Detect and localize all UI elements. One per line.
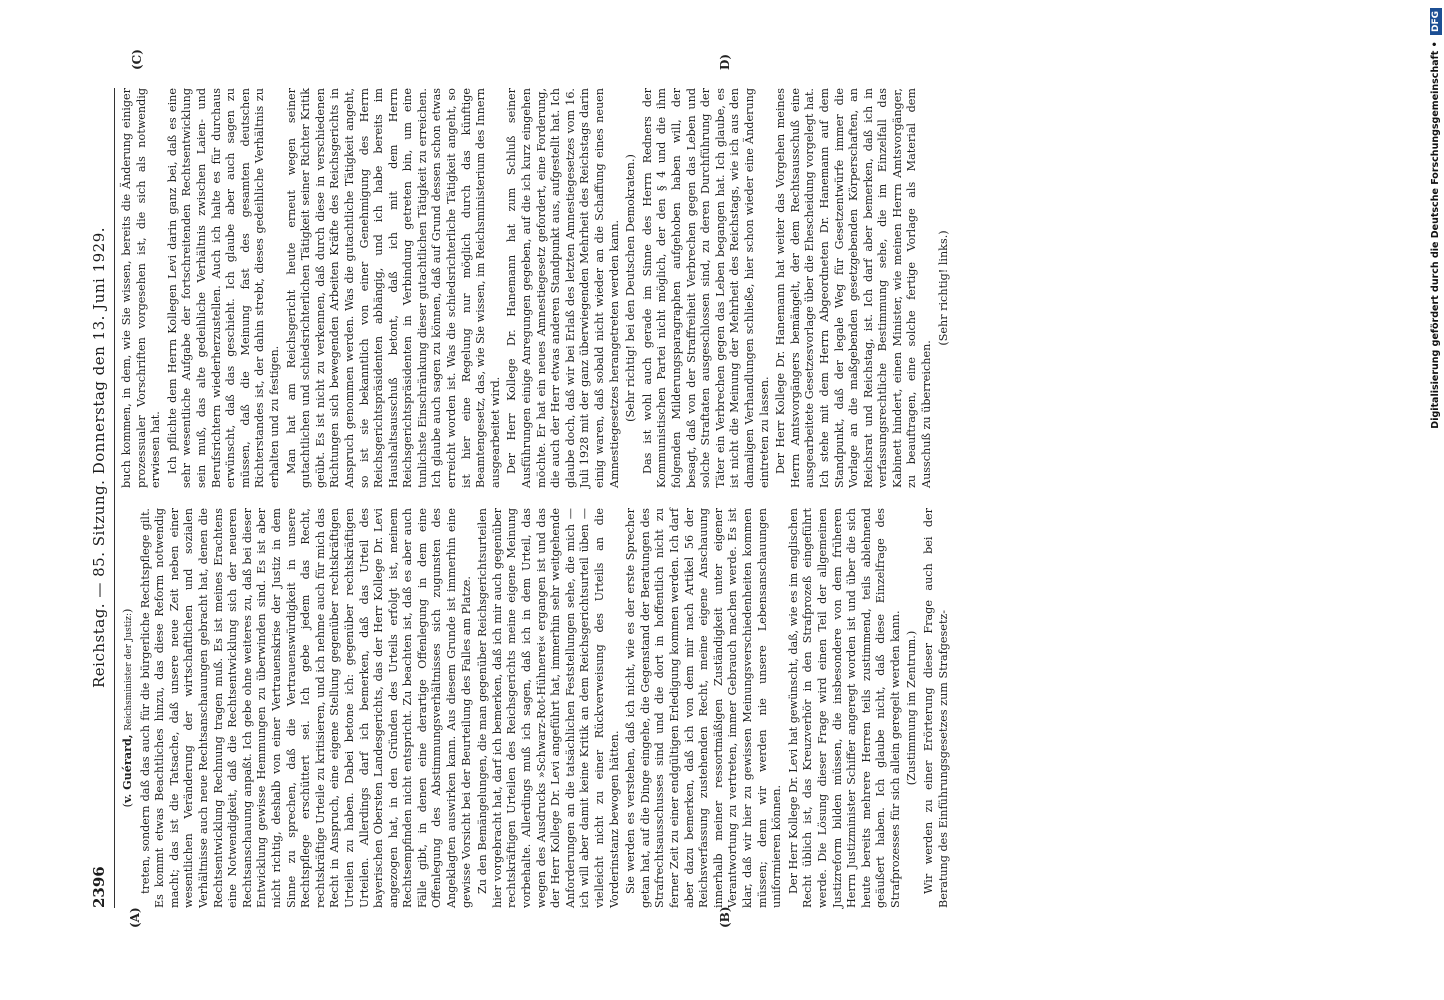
speaker-line: (v. Guérard, Reichsminister der Justiz:)	[120, 608, 134, 808]
digitization-note: Digitalisierung gefördert durch die Deutsche Forschungsgemeinschaft •	[1430, 41, 1441, 429]
margin-mark-a: (A)	[128, 907, 142, 928]
paragraph: Der Herr Kollege Dr. Hanemann hat weiter das Vorgehen meines Herrn Amtsvorgängers bemängelt, der dem Rechtsausschuß eine ausgearbeitete Gesetzesvorlage über die Ehescheidung vorgelegt hat. Ich stehe mit dem Herrn Abgeordneten Dr. Hanemann auf dem Standpunkt, daß der legale Weg für Gesetzentwürfe immer die Vorlage an die maßgebenden gesetzgebenden Körperschaften, an Reichsrat und Reichstag, ist. Ich darf aber bemerken, daß ich in verfassungsrechtliche Bestimmung sehe, die im Einzelfall das Kabinett hindert, einen Minister, wie meinen Herrn Amtsvorgänger, zu beauftragen, eine solche fertige Vorlage als Material dem Ausschuß zu überreichen.	[774, 88, 934, 488]
running-title: Reichstag. — 85. Sitzung. Donnerstag den 13. Juni 1929.	[90, 226, 108, 688]
digitization-credit	[1412, 8, 1441, 992]
paragraph: treten, sondern daß das auch für die bürgerliche Rechtspflege gilt. Es kommt etwas Beachtliches hinzu, das diese Reform notwendig macht; das ist die Tatsache, daß unsere neue Zeit neben einer wesentlichen Veränderung der wirtschaftlichen und sozialen Verhältnisse auch neue Rechtsanschauungen gebracht hat, denen die Rechtsentwicklung Rechnung tragen muß. Es ist meines Erachtens eine Notwendigkeit, daß die Rechtsentwicklung sich der neueren Rechtsanschauung anpaßt. Ich gebe ohne weiteres zu, daß bei dieser Entwicklung gewisse Hemmungen zu überwinden sind. Es ist aber nicht richtig, deshalb von einer Vertrauenskrise der Justiz in dem Sinne zu sprechen, daß die Vertrauenswürdigkeit in unsere Rechtspflege erschüttert sei. Ich gebe jedem das Recht, rechtskräftige Urteile zu kritisieren, und ich nehme auch für mich das Recht in Anspruch, eine eigene Stellung gegenüber rechtskräftigen Urteilen zu haben. Dabei betone ich: gegenüber rechtskräftigen Urteilen. Allerdings darf ich bemerken, daß das Urteil des bayerischen Obersten Landesgerichts, das der Herr Kollege Dr. Levi angezogen hat, in den Gründen des Urteils erfolgt ist, meinem Rechtsempfinden nicht entspricht. Zu beachten ist, daß es aber auch Fälle gibt, in denen eine derartige Offenlegung in dem eine Offenlegung des Abstimmungsverhältnisses sich zugunsten des Angeklagten auswirken kann. Aus diesem Grunde ist immerhin eine gewisse Vorsicht bei der Beurteilung des Falles am Platze.	[138, 508, 473, 908]
page-header	[88, 88, 116, 908]
margin-mark-c: (C)	[130, 49, 144, 70]
paragraph: Der Herr Kollege Dr. Hanemann hat zum Schluß seiner Ausführungen einige Anregungen gegeben, auf die ich kurz eingehen möchte. Er hat ein neues Amnestiegesetz gefordert, eine Forderung, die auch der Herr etwas anderen Standpunkt aus, aufgestellt hat. Ich glaube doch, daß wir bei Erlaß des letzten Amnestiegesetzes vom 16. Juli 1928 mit der ganz überwiegenden Mehrheit des Reichstags darin einig waren, daß sobald nicht wieder an die Schaffung eines neuen Amnestiegesetzes herangetreten werden kann.	[505, 88, 621, 488]
dfg-logo: DFG	[1430, 8, 1442, 35]
paragraph: buch kommen, in dem, wie Sie wissen, bereits die Änderung einiger prozessualer Vorschriften vorgesehen ist, die sich als notwendig erwiesen hat.	[120, 88, 163, 488]
paragraph: Zu den Bemängelungen, die man gegenüber Reichsgerichtsurteilen hier vorgebracht hat, darf ich bemerken, daß ich mir auch gegenüber rechtskräftigen Urteilen des Reichsgerichts meine eigene Meinung vorbehalte. Allerdings muß ich sagen, daß ich in dem Urteil, das wegen des Ausdrucks »Schwarz-Rot-Hühnerei« ergangen ist und das der Herr Kollege Dr. Levi angeführt hat, immerhin sehr weitgehende Anforderungen an die tatsächlichen Feststellungen sehe, die mich — ich will aber damit keine Kritik an dem Reichsgerichtsurteil üben — vielleicht nicht zu einer Rückverweisung des Urteils an die Vorderinstanz bewogen hätten.	[476, 508, 621, 908]
paragraph: Sie werden es verstehen, daß ich nicht, wie es der erste Sprecher getan hat, auf die Dinge eingehe, die Gegenstand der Beratungen des Strafrechtsausschusses sind und die dort in hoffentlich nicht zu ferner Zeit zu einer endgültigen Erledigung kommen werden. Ich darf aber dazu bemerken, daß ich von dem mir nach Artikel 56 der Reichsverfassung zustehenden Recht, meine eigene Anschauung innerhalb meiner ressortmäßigen Zuständigkeit unter eigener Verantwortung zu vertreten, immer Gebrauch machen werde. Es ist klar, daß wir hier zu gewissen Meinungsverschiedenheiten kommen müssen; denn wir werden nie unsere Lebensanschauungen uniformieren können.	[624, 508, 784, 908]
paragraph: Man hat am Reichsgericht heute erneut wegen seiner gutachtlichen und schiedsrichterlichen Tätigkeit seiner Richter Kritik geübt. Es ist nicht zu verkennen, daß durch diese in verschiedenen Richtungen sich bewegenden Arbeiten Kräfte des Reichsgerichts in Anspruch genommen werden. Was die gutachtliche Tätigkeit angeht, so ist sie bekanntlich von einer Genehmigung des Herrn Reichsgerichtspräsidenten abhängig, und ich habe bereits im Haushaltsausschuß betont, daß ich mit dem Herrn Reichsgerichtspräsidenten in Verbindung getreten bin, um eine tunlichste Einschränkung dieser gutachtlichen Tätigkeit zu erreichen. Ich glaube auch sagen zu können, daß auf Grund dessen schon etwas erreicht worden ist. Was die schiedsrichterliche Tätigkeit angeht, so ist hier eine Regelung nur möglich durch das künftige Beamtengesetz, das, wie Sie wissen, im Reichsministerium des Innern ausgearbeitet wird.	[284, 88, 502, 488]
right-column	[120, 88, 1300, 488]
margin-mark-d: D)	[718, 53, 732, 70]
paragraph: Der Herr Kollege Dr. Levi hat gewünscht, daß, wie es im englischen Recht üblich ist, das Kreuzverhör in den Strafprozeß eingeführt werde. Die Lösung dieser Frage wird einen Teil der allgemeinen Justizreform bilden müssen, die insbesondere von dem früheren Herrn Justizminister Schiffer angeregt worden ist und über die sich heute bereits mehrere Herren teils zustimmend, teils ablehnend geäußert haben. Ich glaube nicht, daß diese Einzelfrage des Strafprozesses für sich allein geregelt werden kann.	[786, 508, 902, 908]
speaker-role: Reichsminister der Justiz:	[124, 612, 134, 731]
interjection: (Zustimmung im Zentrum.)	[905, 630, 919, 786]
interjection: (Sehr richtig! bei den Deutschen Demokraten.)	[624, 154, 638, 422]
digitization-credit-text	[1428, 8, 1444, 992]
left-column	[120, 508, 1300, 908]
speaker-name: v. Guérard,	[120, 734, 134, 804]
paragraph: Wir werden zu einer Erörterung dieser Frage auch bei der Beratung des Einführungsgesetzes zum Strafgesetz-	[922, 508, 950, 908]
interjection: (Sehr richtig! links.)	[936, 230, 950, 346]
header-rule	[114, 88, 115, 908]
page-number: 2396	[90, 866, 108, 908]
margin-mark-b: (B)	[718, 906, 732, 928]
paragraph: Das ist wohl auch gerade im Sinne des Herrn Redners der Kommunistischen Partei nicht möglich, der den § 4 und die ihm folgenden Milderungsparagraphen aufgehoben haben will, der besagt, daß von der Straffreiheit Verbrechen gegen das Leben und solche Straftaten ausgeschlossen sind, zu deren Durchführung der Täter ein Verbrechen gegen das Leben begangen hat. Ich glaube, es ist nicht die Meinung der Mehrheit des Reichstags, wie ich aus den damaligen Verhandlungen schließe, hier schon wieder eine Änderung eintreten zu lassen.	[640, 88, 771, 488]
paragraph: Ich pflichte dem Herrn Kollegen Levi darin ganz bei, daß es eine sehr wesentliche Aufgabe der fortschreitenden Rechtsentwicklung sein muß, das alte gedeihliche Verhältnis zwischen Laien- und Berufsrichtern wiederherzustellen. Auch ich halte es für durchaus erwünscht, daß das geschieht. Ich glaube aber auch sagen zu müssen, daß die Meinung fast des gesamten deutschen Richterstandes ist, der dahin strebt, dieses gedeihliche Verhältnis zu erhalten und zu festigen.	[165, 88, 281, 488]
